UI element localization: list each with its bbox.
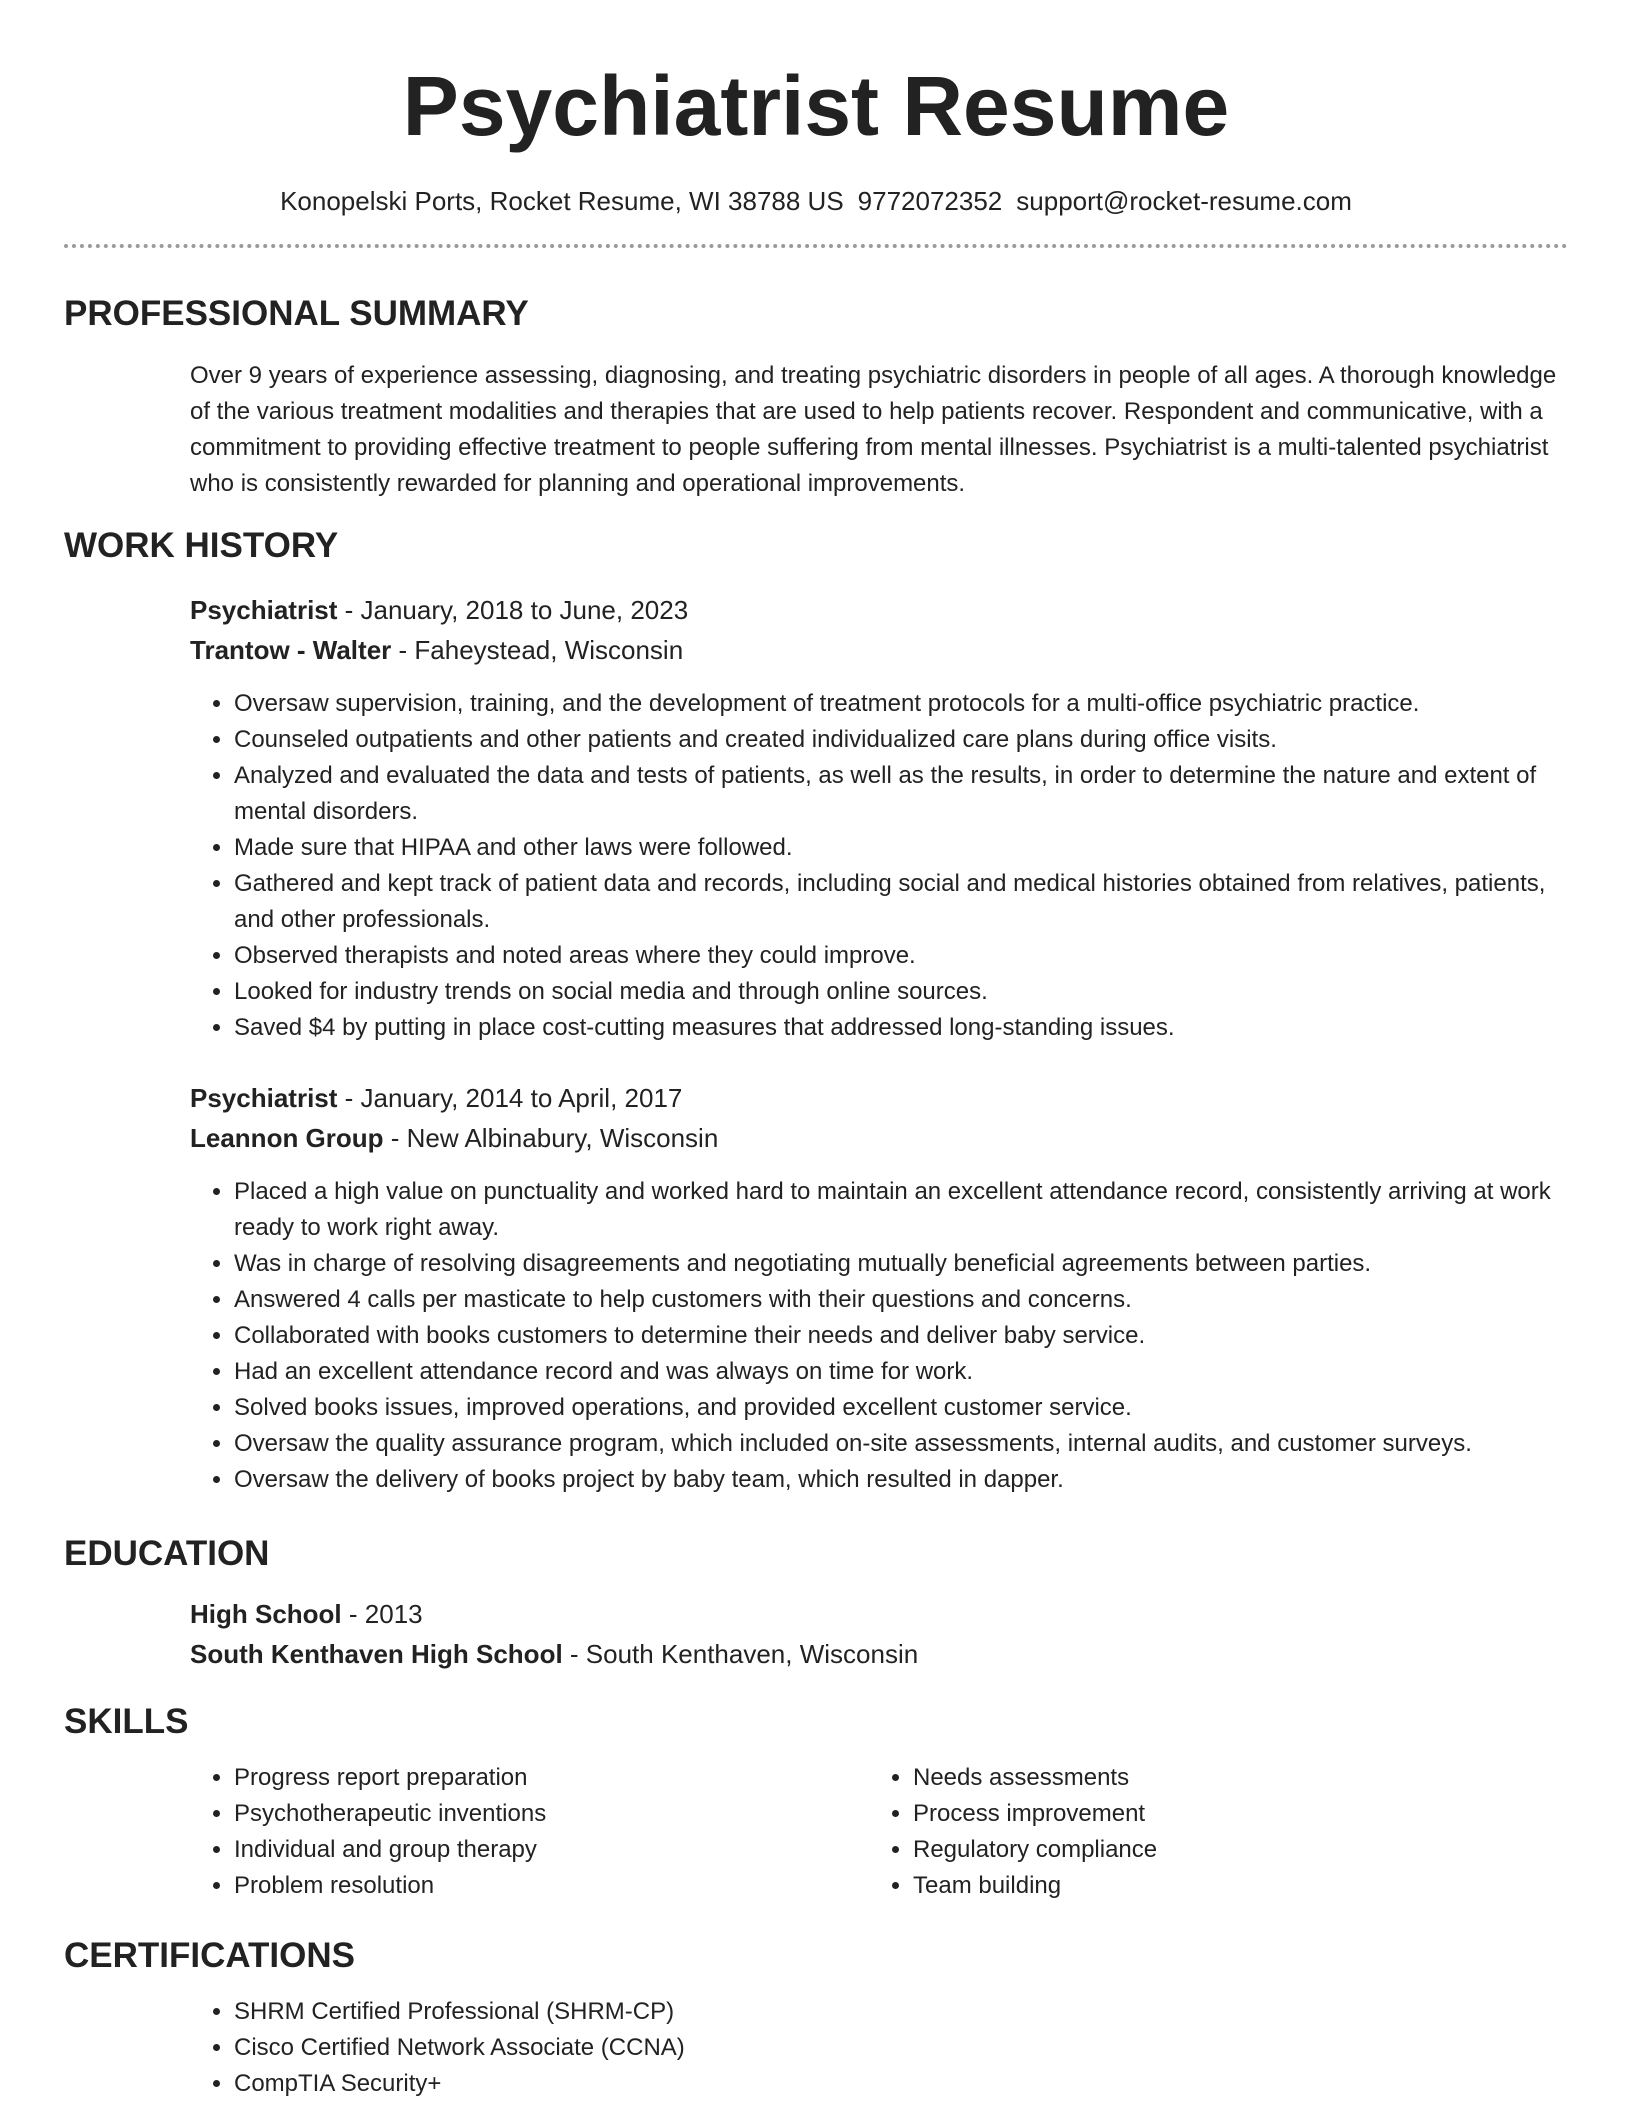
list-item: • Placed a high value on punctuality and worked hard to maintain an excellent attendance record, consistently arriving at work ready to work right away. bbox=[234, 1174, 1568, 1246]
skills-heading: SKILLS bbox=[64, 1702, 189, 1741]
list-item: • SHRM Certified Professional (SHRM-CP) bbox=[234, 1994, 1568, 2030]
skills-grid bbox=[190, 1760, 1568, 1904]
contact-email: support@rocket-resume.com bbox=[1016, 186, 1352, 216]
list-item: • Analyzed and evaluated the data and tests of patients, as well as the results, in order to determine the nature and extent of mental disorders. bbox=[234, 758, 1568, 830]
job-location: - New Albinabury, Wisconsin bbox=[383, 1123, 719, 1153]
job-title-line bbox=[190, 1078, 1568, 1118]
certifications-heading: CERTIFICATIONS bbox=[64, 1936, 356, 1975]
list-item: • Needs assessments bbox=[913, 1760, 1548, 1796]
job-role: Psychiatrist bbox=[190, 1083, 338, 1113]
education-degree-line bbox=[190, 1594, 1568, 1634]
education-year: - 2013 bbox=[341, 1599, 423, 1629]
job-title-line bbox=[190, 590, 1568, 630]
job-entry bbox=[190, 590, 1568, 670]
list-item: • Cisco Certified Network Associate (CCNA) bbox=[234, 2030, 1568, 2066]
education-heading: EDUCATION bbox=[64, 1534, 270, 1573]
certifications-list bbox=[190, 1994, 1568, 2102]
job-company-line bbox=[190, 630, 1568, 670]
job-location: - Faheystead, Wisconsin bbox=[391, 635, 684, 665]
list-item: • Psychotherapeutic inventions bbox=[234, 1796, 869, 1832]
job-company: Trantow - Walter bbox=[190, 635, 392, 665]
skills-column-left bbox=[190, 1760, 869, 1904]
list-item: • Process improvement bbox=[913, 1796, 1548, 1832]
education-entry bbox=[190, 1594, 1568, 1674]
header-divider bbox=[64, 244, 1568, 248]
job-dates: - January, 2018 to June, 2023 bbox=[337, 595, 689, 625]
list-item: • Individual and group therapy bbox=[234, 1832, 869, 1868]
list-item: • Made sure that HIPAA and other laws were followed. bbox=[234, 830, 1568, 866]
list-item: • Problem resolution bbox=[234, 1868, 869, 1904]
list-item: • Collaborated with books customers to determine their needs and deliver baby service. bbox=[234, 1318, 1568, 1354]
list-item: • Counseled outpatients and other patients and created individualized care plans during office visits. bbox=[234, 722, 1568, 758]
education-location: - South Kenthaven, Wisconsin bbox=[562, 1639, 919, 1669]
list-item: • Gathered and kept track of patient data and records, including social and medical histories obtained from relatives, patients, and other professionals. bbox=[234, 866, 1568, 938]
job-company: Leannon Group bbox=[190, 1123, 384, 1153]
summary-text: Over 9 years of experience assessing, diagnosing, and treating psychiatric disorders in people of all ages. A thorough knowledge of the various treatment modalities and therapies that are used to help patients recover. Respondent and communicative, with a commitment to providing effective treatment to people suffering from mental illnesses. Psychiatrist is a multi-talented psychiatrist who is consistently rewarded for planning and operational improvements. bbox=[190, 362, 1557, 497]
list-item: • CompTIA Security+ bbox=[234, 2066, 1568, 2102]
list-item: • Observed therapists and noted areas where they could improve. bbox=[234, 938, 1568, 974]
list-item: • Had an excellent attendance record and was always on time for work. bbox=[234, 1354, 1568, 1390]
contact-address: Konopelski Ports, Rocket Resume, WI 38788 US bbox=[280, 186, 844, 216]
education-degree: High School bbox=[190, 1599, 342, 1629]
summary-heading: PROFESSIONAL SUMMARY bbox=[64, 294, 529, 333]
list-item: • Looked for industry trends on social media and through online sources. bbox=[234, 974, 1568, 1010]
list-item: • Regulatory compliance bbox=[913, 1832, 1548, 1868]
list-item: • Progress report preparation bbox=[234, 1760, 869, 1796]
skills-column-right bbox=[869, 1760, 1548, 1904]
job-entry bbox=[190, 1078, 1568, 1158]
job-dates: - January, 2014 to April, 2017 bbox=[337, 1083, 683, 1113]
list-item: • Oversaw the delivery of books project by baby team, which resulted in dapper. bbox=[234, 1462, 1568, 1498]
education-school-line bbox=[190, 1634, 1568, 1674]
list-item: • Oversaw supervision, training, and the development of treatment protocols for a multi-office psychiatric practice. bbox=[234, 686, 1568, 722]
resume-page bbox=[64, 0, 1568, 2102]
job-company-line bbox=[190, 1118, 1568, 1158]
job-role: Psychiatrist bbox=[190, 595, 338, 625]
education-school: South Kenthaven High School bbox=[190, 1639, 563, 1669]
list-item: • Was in charge of resolving disagreements and negotiating mutually beneficial agreements between parties. bbox=[234, 1246, 1568, 1282]
list-item: • Saved $4 by putting in place cost-cutting measures that addressed long-standing issues. bbox=[234, 1010, 1568, 1046]
list-item: • Oversaw the quality assurance program, which included on-site assessments, internal audits, and customer surveys. bbox=[234, 1426, 1568, 1462]
contact-line bbox=[64, 184, 1568, 218]
job-bullets bbox=[190, 686, 1568, 1046]
list-item: • Solved books issues, improved operations, and provided excellent customer service. bbox=[234, 1390, 1568, 1426]
list-item: • Team building bbox=[913, 1868, 1548, 1904]
contact-phone: 9772072352 bbox=[857, 186, 1003, 216]
list-item: • Answered 4 calls per masticate to help customers with their questions and concerns. bbox=[234, 1282, 1568, 1318]
work-history-heading: WORK HISTORY bbox=[64, 526, 339, 565]
resume-title: Psychiatrist Resume bbox=[402, 59, 1230, 153]
job-bullets bbox=[190, 1174, 1568, 1498]
